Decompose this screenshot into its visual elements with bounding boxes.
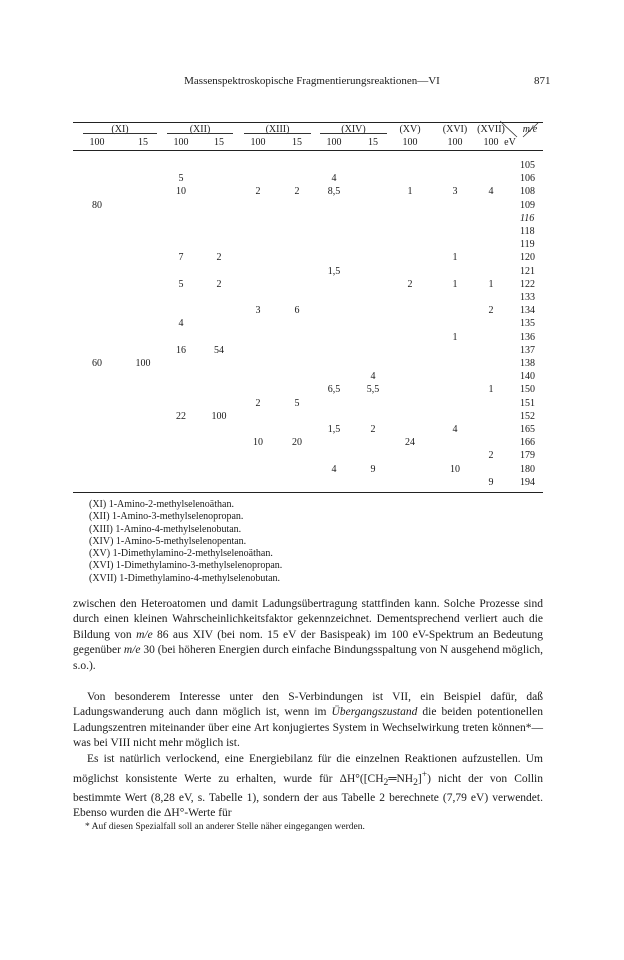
body-paragraph-2 — [73, 690, 543, 752]
paragraph-text: zwischen den Heteroatomen und damit Ladungsübertragung stattfinden kann. Solche Prozesse sind durch einen kleinen Wahrscheinlichkeitsfaktor gekennzeichnet. Dementsprechend verliert auch die Bildung von — [73, 598, 543, 641]
table-cell: 100 — [135, 358, 151, 369]
mz-value: 106 — [520, 173, 535, 185]
mz-value: 133 — [520, 292, 535, 303]
table-cell: 22 — [176, 410, 186, 422]
mz-label: m/e — [136, 628, 153, 641]
table-cell: 6,5 — [327, 384, 341, 396]
compound-legend-item: (XV) 1-Dimethylamino-2-methylselenoäthan. — [89, 548, 273, 560]
table-cell: 2 — [488, 305, 494, 317]
table-cell: 4 — [331, 463, 337, 475]
table-bottom-rule — [73, 492, 543, 493]
table-cell: 1 — [488, 384, 494, 396]
energy-column-header: 100 — [250, 137, 266, 148]
energy-column-header: 15 — [214, 137, 224, 148]
compound-legend-item: (XI) 1-Amino-2-methylselenoäthan. — [89, 499, 234, 510]
mz-value: 121 — [520, 265, 535, 277]
mz-value: 152 — [520, 410, 535, 422]
mz-value: 122 — [520, 278, 535, 290]
compound-legend-item: (XIV) 1-Amino-5-methylselenopentan. — [89, 535, 247, 547]
compound-legend — [89, 499, 282, 585]
compound-column-header: (XIII) — [265, 124, 290, 135]
compound-column-header: (XVI) — [442, 124, 468, 135]
table-cell: 4 — [370, 371, 376, 383]
superscript: + — [421, 769, 428, 781]
table-header-rule — [73, 150, 543, 151]
table-cell: 2 — [370, 424, 376, 435]
table-top-rule — [73, 122, 543, 123]
energy-column-header: 100 — [447, 137, 463, 148]
table-cell: 80 — [92, 199, 102, 211]
paragraph-text: 86 aus XIV (bei nom. 15 eV der Basispeak) im 100 eV-Spektrum an Bedeutung gegenüber — [73, 628, 543, 657]
table-cell: 3 — [255, 305, 261, 317]
energy-column-header: 100 — [402, 137, 418, 148]
table-cell: 2 — [216, 278, 222, 290]
column-group-underline — [83, 133, 157, 134]
table-cell: 1 — [452, 252, 458, 264]
mz-value: 194 — [520, 476, 535, 488]
table-cell: 10 — [253, 437, 263, 449]
column-group-underline — [244, 133, 311, 134]
table-cell: 8,5 — [327, 186, 341, 198]
mz-value: 118 — [520, 226, 535, 237]
table-cell: 2 — [294, 186, 300, 198]
compound-column-header: (XVII) — [477, 124, 505, 135]
table-cell: 54 — [214, 344, 224, 356]
column-group-underline — [320, 133, 387, 134]
paragraph-text: ═NH — [388, 773, 414, 786]
paragraph-text: die beiden potentionellen Ladungszentren miteinander über eine Art konjugiertes System in Wechselwirkung treten können*—was bei VIII nicht mehr möglich ist. — [73, 706, 543, 750]
ev-unit-label: eV — [504, 137, 516, 148]
table-cell: 1 — [452, 278, 458, 290]
compound-legend-item: (XIII) 1-Amino-4-methylselenobutan. — [89, 523, 242, 535]
mz-value: 136 — [520, 331, 535, 343]
energy-column-header: 15 — [138, 137, 148, 148]
mz-value: 120 — [520, 252, 535, 264]
energy-column-header: 100 — [326, 137, 342, 148]
energy-column-header: 100 — [173, 137, 189, 148]
mz-value: 180 — [520, 463, 535, 475]
page-number: 871 — [534, 75, 551, 87]
table-cell: 2 — [255, 397, 261, 409]
table-cell: 5 — [178, 173, 184, 185]
emphasis: Übergangszustand — [331, 706, 418, 719]
table-cell: 5 — [178, 278, 184, 290]
paragraph-text: Es ist natürlich verlockend, eine Energiebilanz für die einzelnen Reaktionen aufzustellen. Um möglichst konsistente Werte zu erhalten, wurde für ΔH°([CH — [73, 753, 543, 786]
table-cell: 3 — [452, 186, 458, 198]
mz-value: 137 — [520, 344, 535, 356]
energy-column-header: 15 — [292, 137, 302, 148]
energy-column-header: 100 — [89, 137, 105, 148]
column-group-underline — [167, 133, 233, 134]
table-cell: 1 — [407, 186, 413, 198]
mz-value: 151 — [520, 397, 535, 409]
table-cell: 9 — [370, 463, 376, 475]
table-cell: 9 — [488, 476, 494, 488]
subscript: 2 — [383, 777, 389, 789]
table-cell: 4 — [178, 318, 184, 330]
table-cell: 2 — [488, 450, 494, 462]
compound-legend-item: (XVI) 1-Dimethylamino-3-methylselenopropan. — [89, 560, 283, 572]
table-cell: 5,5 — [366, 384, 380, 396]
mz-value: 135 — [520, 318, 535, 330]
mz-value: 179 — [520, 450, 535, 462]
mz-value: 140 — [520, 371, 535, 383]
table-cell: 4 — [452, 424, 458, 435]
table-cell: 60 — [92, 358, 102, 369]
table-cell: 6 — [294, 305, 300, 317]
paragraph-text: Von besonderem Interesse unter den S-Verbindungen ist VII, ein Beispiel dafür, daß Ladungswanderung auch dann möglich ist, wenn im — [73, 691, 543, 719]
table-cell: 2 — [255, 186, 261, 198]
table-cell: 20 — [292, 437, 302, 449]
mz-value: 138 — [520, 358, 535, 369]
running-header-title: Massenspektroskopische Fragmentierungsreaktionen—VI — [184, 75, 440, 87]
mz-value: 119 — [520, 239, 535, 251]
table-cell: 1 — [488, 278, 494, 290]
paragraph-text: 30 (bei höheren Energien durch einfache Bindungsspaltung von N ausgehend möglich, s.o.). — [73, 644, 543, 672]
body-paragraph-1 — [73, 597, 543, 674]
table-cell: 10 — [176, 186, 186, 198]
compound-legend-item: (XII) 1-Amino-3-methylselenopropan. — [89, 511, 244, 523]
compound-legend-item: (XVII) 1-Dimethylamino-4-methylselenobutan. — [89, 572, 281, 584]
table-cell: 2 — [407, 278, 413, 290]
table-cell: 1,5 — [327, 265, 341, 277]
body-paragraph-3 — [73, 752, 543, 822]
mz-value: 109 — [520, 199, 535, 211]
paragraph-text: ) nicht der von Collin bestimmte Wert (8,28 eV, s. Tabelle 1), sondern der aus Tabelle 2 berechnete (7,79 eV) verwendet. Ebenso wurden die ΔH°-Werte für — [73, 773, 544, 820]
energy-column-header: 100 — [483, 137, 499, 148]
compound-column-header: (XV) — [399, 124, 421, 135]
table-cell: 7 — [178, 252, 184, 264]
compound-column-header: (XI) — [111, 124, 129, 135]
subscript: 2 — [413, 777, 418, 789]
mz-value: 134 — [520, 305, 535, 317]
mz-value: 105 — [520, 160, 535, 171]
paragraph-text: ] — [417, 773, 422, 786]
table-cell: 100 — [211, 410, 227, 422]
mz-value: 166 — [520, 437, 535, 449]
compound-column-header: (XII) — [189, 124, 211, 135]
footnote: * Auf diesen Spezialfall soll an anderer Stelle näher eingegangen werden. — [85, 822, 365, 832]
mz-column-header: m/e — [522, 124, 538, 135]
mz-value: 108 — [520, 186, 535, 198]
energy-column-header: 15 — [368, 137, 378, 148]
table-cell: 10 — [450, 463, 460, 475]
mz-value: 116 — [520, 212, 535, 224]
mz-value: 150 — [520, 384, 535, 396]
table-cell: 1 — [452, 331, 458, 343]
table-cell: 24 — [405, 437, 415, 449]
mz-label: m/e — [123, 644, 141, 657]
table-cell: 4 — [331, 173, 337, 185]
table-cell: 4 — [488, 186, 494, 198]
table-cell: 5 — [294, 397, 300, 409]
table-cell: 2 — [216, 252, 222, 264]
mz-value: 165 — [520, 424, 535, 435]
table-cell: 1,5 — [327, 424, 341, 435]
compound-column-header: (XIV) — [341, 124, 366, 135]
table-cell: 16 — [176, 344, 186, 356]
